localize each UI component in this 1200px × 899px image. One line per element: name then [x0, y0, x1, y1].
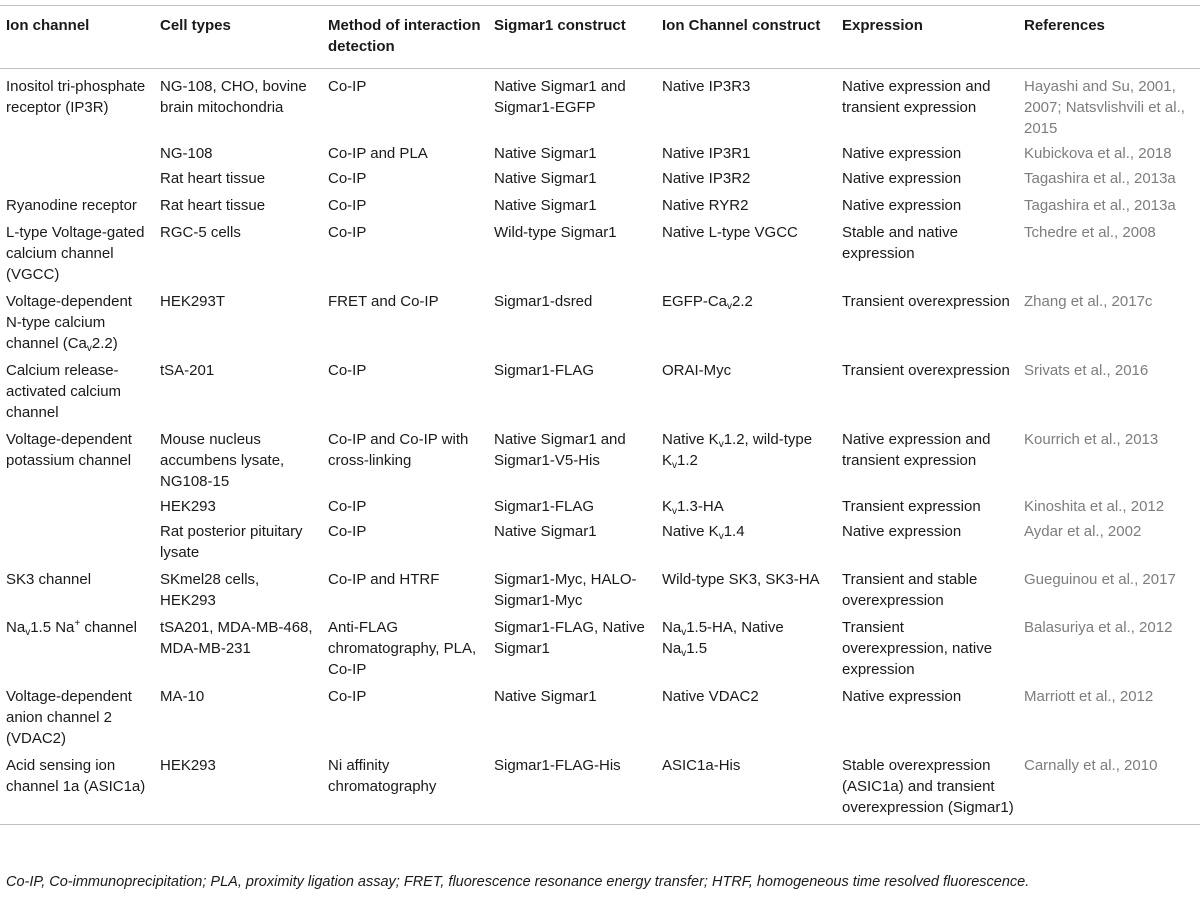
table-row — [0, 166, 1200, 191]
cell-sigmar1-construct: Native Sigmar1 and Sigmar1-EGFP — [494, 78, 626, 116]
cell-sigmar1-construct: Native Sigmar1 — [494, 170, 597, 187]
cell-ion-channel — [0, 519, 154, 565]
header-sigmar1-construct: Sigmar1 construct — [488, 6, 656, 69]
cell-ion-channel: L-type Voltage-gated calcium channel (VGCC) — [6, 224, 145, 283]
cell-references: Balasuriya et al., 2012 — [1024, 619, 1173, 636]
header-cell-types: Cell types — [154, 6, 322, 69]
cell-channel-construct: ASIC1a-His — [656, 751, 836, 825]
cell-sigmar1-construct: Native Sigmar1 — [494, 197, 597, 214]
cell-expression: Transient and stable overexpression — [842, 571, 978, 609]
cell-channel-construct: ORAI-Myc — [662, 362, 732, 379]
cell-expression: Native expression — [842, 523, 962, 540]
table-row — [0, 494, 1200, 519]
cell-channel-construct: $K_v1.3-HA$ — [662, 498, 724, 517]
table-footnote: Co-IP, Co-immunoprecipitation; PLA, proximity ligation assay; FRET, fluorescence resonance energy transfer; HTRF, homogeneous time resolved fluorescence. — [6, 874, 1030, 890]
cell-channel-construct: Native RYR2 — [662, 197, 749, 214]
cell-method: Co-IP — [328, 523, 367, 540]
cell-channel-construct: Wild-type SK3, SK3-HA — [662, 571, 820, 588]
cell-ion-channel: SK3 channel — [6, 571, 92, 588]
cell-ion-channel: Voltage-dependent anion channel 2 (VDAC2) — [6, 688, 132, 747]
cell-references: Kubickova et al., 2018 — [1024, 145, 1172, 162]
cell-expression: Stable overexpression (ASIC1a) and transient overexpression (Sigmar1) — [836, 751, 1018, 825]
cell-expression: Transient overexpression, native expression — [842, 619, 993, 678]
cell-ion-channel: Voltage-dependent N-type calcium channel $(Ca_v2.2)$ — [6, 293, 132, 354]
cell-method: Co-IP and PLA — [328, 145, 428, 162]
cell-references: Kourrich et al., 2013 — [1024, 431, 1159, 448]
cell-ion-channel: Inositol tri-phosphate receptor (IP3R) — [6, 78, 146, 116]
ion-channel-table — [0, 5, 1200, 825]
cell-ion-channel: $Na_v1.5$ Na+ channel — [6, 618, 137, 638]
cell-ion-channel: Ryanodine receptor — [6, 197, 137, 214]
header-references: References — [1018, 6, 1200, 69]
cell-expression: Native expression and transient expression — [842, 431, 991, 469]
cell-channel-construct: Native $K_v1.2$, wild-type $K_v1.2$ — [662, 431, 813, 471]
cell-method: Co-IP and HTRF — [328, 571, 440, 588]
cell-references: Carnally et al., 2010 — [1018, 751, 1200, 825]
table-row — [0, 425, 1200, 494]
table-row — [0, 682, 1200, 751]
table-row — [0, 191, 1200, 218]
cell-method: Anti-FLAG chromatography, PLA, Co-IP — [328, 619, 477, 678]
cell-ion-channel: Voltage-dependent potassium channel — [6, 431, 132, 469]
cell-references: Srivats et al., 2016 — [1024, 362, 1149, 379]
header-expression: Expression — [836, 6, 1018, 69]
cell-references: Gueguinou et al., 2017 — [1024, 571, 1176, 588]
cell-sigmar1-construct: Sigmar1-FLAG — [494, 362, 595, 379]
cell-channel-construct: $Na_v1.5-HA$, Native $Na_v1.5$ — [662, 619, 784, 659]
cell-sigmar1-construct: Sigmar1-Myc, HALO-Sigmar1-Myc — [494, 571, 637, 609]
cell-sigmar1-construct: Sigmar1-FLAG — [494, 498, 595, 515]
cell-cell-types: RGC-5 cells — [160, 224, 241, 241]
cell-method: Co-IP — [328, 170, 367, 187]
cell-ion-channel — [0, 166, 154, 191]
cell-cell-types: HEK293 — [154, 751, 322, 825]
cell-method: Co-IP — [328, 362, 367, 379]
cell-method: Co-IP — [328, 78, 367, 95]
cell-channel-construct: Native IP3R3 — [662, 78, 751, 95]
cell-references: Tagashira et al., 2013a — [1024, 197, 1176, 214]
cell-expression: Native expression — [842, 170, 962, 187]
cell-cell-types: Rat heart tissue — [160, 170, 266, 187]
header-method: Method of interaction detection — [322, 6, 488, 69]
cell-channel-construct: Native IP3R1 — [662, 145, 751, 162]
cell-references: Hayashi and Su, 2001, 2007; Natsvlishvili et al., 2015 — [1024, 78, 1185, 137]
cell-sigmar1-construct: Wild-type Sigmar1 — [494, 224, 617, 241]
cell-references: Kinoshita et al., 2012 — [1024, 498, 1165, 515]
cell-cell-types: NG-108, CHO, bovine brain mitochondria — [160, 78, 307, 116]
cell-ion-channel: Acid sensing ion channel 1a (ASIC1a) — [0, 751, 154, 825]
cell-channel-construct: Native $K_v1.4$ — [662, 523, 745, 542]
cell-method: Co-IP — [328, 224, 367, 241]
cell-channel-construct: EGFP-$Ca_v2.2$ — [662, 293, 753, 312]
cell-expression: Transient overexpression — [842, 293, 1010, 310]
cell-sigmar1-construct: Sigmar1-FLAG, Native Sigmar1 — [494, 619, 645, 657]
cell-sigmar1-construct: Native Sigmar1 — [494, 145, 597, 162]
cell-cell-types: Mouse nucleus accumbens lysate, NG108-15 — [160, 431, 285, 490]
cell-cell-types: tSA-201 — [160, 362, 215, 379]
cell-method: Co-IP and Co-IP with cross-linking — [328, 431, 469, 469]
header-ion-channel: Ion channel — [0, 6, 154, 69]
cell-expression: Native expression — [842, 688, 962, 705]
cell-ion-channel: Calcium release-activated calcium channel — [6, 362, 122, 421]
cell-cell-types: HEK293 — [160, 498, 216, 515]
cell-cell-types: Rat posterior pituitary lysate — [160, 523, 303, 561]
cell-references: Marriott et al., 2012 — [1024, 688, 1154, 705]
table-row — [0, 519, 1200, 565]
header-channel-construct: Ion Channel construct — [656, 6, 836, 69]
cell-cell-types: HEK293T — [160, 293, 226, 310]
cell-sigmar1-construct: Sigmar1-dsred — [494, 293, 593, 310]
cell-cell-types: Rat heart tissue — [160, 197, 266, 214]
cell-sigmar1-construct: Sigmar1-FLAG-His — [488, 751, 656, 825]
cell-channel-construct: Native IP3R2 — [662, 170, 751, 187]
cell-sigmar1-construct: Native Sigmar1 — [494, 688, 597, 705]
table-row — [0, 218, 1200, 287]
cell-method: Co-IP — [328, 197, 367, 214]
cell-cell-types: SKmel28 cells, HEK293 — [160, 571, 260, 609]
cell-references: Tagashira et al., 2013a — [1024, 170, 1176, 187]
cell-sigmar1-construct: Native Sigmar1 — [494, 523, 597, 540]
table-row — [0, 751, 1200, 825]
cell-expression: Stable and native expression — [842, 224, 958, 262]
cell-method: Ni affinity chromatography — [322, 751, 488, 825]
cell-channel-construct: Native L-type VGCC — [662, 224, 798, 241]
table-row — [0, 356, 1200, 425]
cell-method: Co-IP — [328, 498, 367, 515]
cell-cell-types: MA-10 — [160, 688, 205, 705]
cell-ion-channel — [0, 141, 154, 166]
cell-expression: Transient overexpression — [842, 362, 1010, 379]
header-row — [0, 6, 1200, 69]
cell-references: Zhang et al., 2017c — [1024, 293, 1153, 310]
cell-sigmar1-construct: Native Sigmar1 and Sigmar1-V5-His — [494, 431, 626, 469]
cell-expression: Native expression — [842, 197, 962, 214]
cell-ion-channel — [0, 494, 154, 519]
cell-channel-construct: Native VDAC2 — [662, 688, 759, 705]
cell-references: Tchedre et al., 2008 — [1024, 224, 1156, 241]
cell-method: Co-IP — [328, 688, 367, 705]
table-row — [0, 141, 1200, 166]
table-row — [0, 69, 1200, 142]
cell-expression: Native expression and transient expression — [842, 78, 991, 116]
cell-method: FRET and Co-IP — [328, 293, 439, 310]
cell-expression: Transient expression — [842, 498, 981, 515]
cell-expression: Native expression — [842, 145, 962, 162]
cell-cell-types: tSA201, MDA-MB-468, MDA-MB-231 — [160, 619, 313, 657]
table-row — [0, 613, 1200, 682]
cell-cell-types: NG-108 — [160, 145, 213, 162]
table-row — [0, 287, 1200, 356]
cell-references: Aydar et al., 2002 — [1024, 523, 1142, 540]
table-row — [0, 565, 1200, 613]
